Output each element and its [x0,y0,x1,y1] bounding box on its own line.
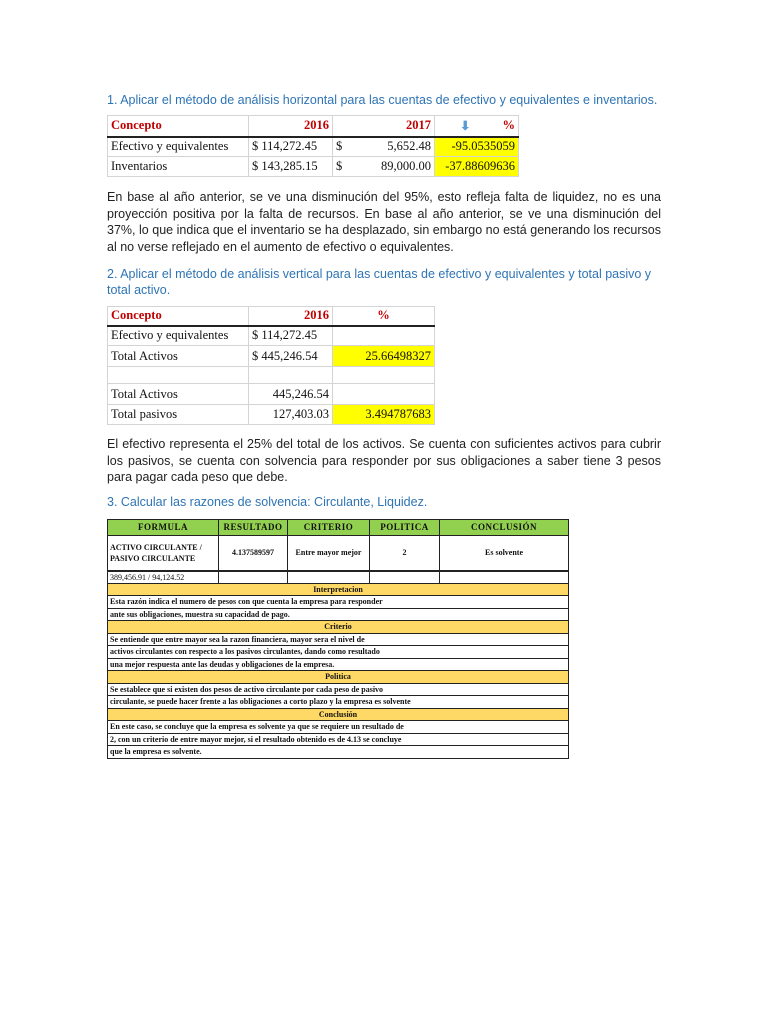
section-title: Criterio [108,621,569,634]
cell: 127,403.03 [249,405,333,425]
horizontal-analysis-table [107,115,519,177]
section-line: Esta razón indica el numero de pesos con que cuenta la empresa para responder [108,596,569,609]
section-title: Politica [108,671,569,684]
cell [333,326,435,346]
formula: ACTIVO CIRCULANTE / PASIVO CIRCULANTE [108,536,219,571]
solvency-ratio-table [107,519,569,759]
cell: $ 114,272.45 [249,326,333,346]
header: FORMULA [108,520,219,536]
heading-1: 1. Aplicar el método de análisis horizontal para las cuentas de efectivo y equivalentes e inventarios. [107,93,658,107]
section-line: Se entiende que entre mayor sea la razon financiera, mayor sera el nivel de [108,633,569,646]
cell: Inventarios [108,157,249,177]
section-title: Interpretacion [108,583,569,596]
cell: $ [333,157,353,177]
section-line: activos circulantes con respecto a los pasivos circulantes, dando como resultado [108,646,569,659]
header: Concepto [108,307,249,326]
cell: -95.0535059 [435,137,519,157]
politica: 2 [370,536,440,571]
header: 2017 [333,116,435,137]
paragraph-2: El efectivo representa el 25% del total de los activos. Se cuenta con suficientes activos para cubrir los pasivos, se cuenta con solvencia para responder por sus obligaciones a saber tiene 3 pesos para pagar cada peso que debe. [107,437,661,484]
cell: Total Activos [108,346,249,367]
cell: Total pasivos [108,405,249,425]
resultado: 4.137589597 [219,536,288,571]
header: Concepto [108,116,249,137]
header: POLITICA [370,520,440,536]
cell: 3.494787683 [333,405,435,425]
section-title: Conclusión [108,708,569,721]
criterio: Entre mayor mejor [288,536,370,571]
cell: Efectivo y equivalentes [108,137,249,157]
cell: $ [333,137,353,157]
cell [333,367,435,384]
cell: Total Activos [108,384,249,405]
header: 2016 [249,116,333,137]
vertical-analysis-table [107,306,435,425]
section-line: que la empresa es solvente. [108,746,569,759]
cell: 89,000.00 [353,157,435,177]
cell [440,571,569,584]
paragraph-1: En base al año anterior, se ve una disminución del 95%, esto refleja falta de liquidez, no es una proyección positiva por la falta de recursos. En base al año anterior, se ve una disminución del 37%, lo que indica que el inventario se ha desplazado, sin embargo no está generando los recursos al no verse reflejado en el aumento de efectivo o equivalentes. [107,190,661,254]
cell: $ 445,246.54 [249,346,333,367]
section-line: En este caso, se concluye que la empresa es solvente ya que se requiere un resultado de [108,721,569,734]
calc: 389,456.91 / 94,124.52 [108,571,219,584]
section-line: 2, con un criterio de entre mayor mejor, si el resultado obtenido es de 4.13 se concluye [108,733,569,746]
cell [333,384,435,405]
cell: 5,652.48 [353,137,435,157]
section-line: Se establece que si existen dos pesos de activo circulante por cada peso de pasivo [108,683,569,696]
cell: $ 114,272.45 [249,137,333,157]
cell [219,571,288,584]
cell [108,367,249,384]
header-pct: ⬇ % [435,116,519,137]
header: CRITERIO [288,520,370,536]
cell [370,571,440,584]
cell: 25.66498327 [333,346,435,367]
cell: -37.88609636 [435,157,519,177]
heading-2: 2. Aplicar el método de análisis vertical para las cuentas de efectivo y equivalentes y total pasivo y total activo. [107,267,652,297]
conclusion: Es solvente [440,536,569,571]
header: 2016 [249,307,333,326]
section-line: ante sus obligaciones, muestra su capacidad de pago. [108,608,569,621]
section-line: circulante, se puede hacer frente a las obligaciones a corto plazo y la empresa es solvente [108,696,569,709]
header: % [333,307,435,326]
arrow-down-icon: ⬇ [460,118,471,133]
cell: 445,246.54 [249,384,333,405]
section-line: una mejor respuesta ante las deudas y obligaciones de la empresa. [108,658,569,671]
header: RESULTADO [219,520,288,536]
cell: $ 143,285.15 [249,157,333,177]
heading-3: 3. Calcular las razones de solvencia: Circulante, Liquidez. [107,495,428,509]
cell [288,571,370,584]
cell: Efectivo y equivalentes [108,326,249,346]
cell [249,367,333,384]
header: CONCLUSIÓN [440,520,569,536]
